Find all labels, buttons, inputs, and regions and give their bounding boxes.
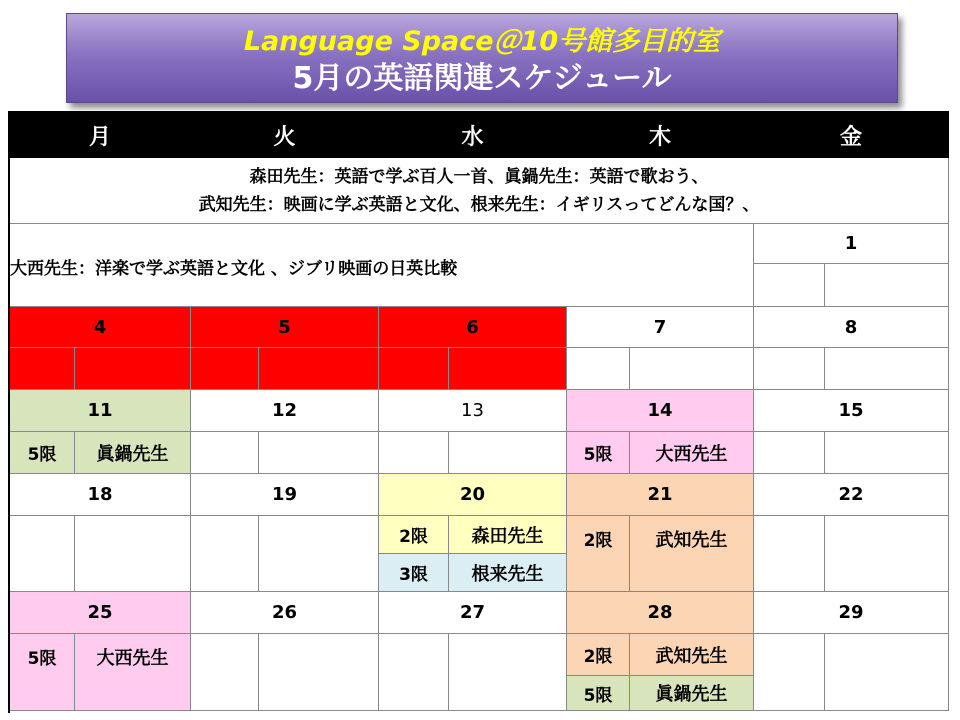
day-6-teacher: [449, 348, 567, 390]
day-4-period: [10, 348, 75, 390]
day-15-teacher: [825, 432, 949, 474]
day-5-teacher: [259, 348, 379, 390]
day-14-teacher: 大西先生: [630, 432, 754, 474]
day-20-teacher-b: 根来先生: [449, 554, 567, 592]
day-5: 5: [191, 307, 379, 348]
weekday-thu: 木: [567, 113, 754, 158]
day-28-teacher-b: 眞鍋先生: [630, 676, 754, 711]
weekday-fri: 金: [754, 113, 949, 158]
day-20: 20: [379, 474, 567, 516]
day-21-period: 2限: [567, 516, 630, 592]
day-8: 8: [754, 307, 949, 348]
title-banner: [66, 13, 898, 103]
day-6-period: [379, 348, 449, 390]
day-25-period: 5限: [10, 634, 75, 711]
day-5-period: [191, 348, 259, 390]
day-1: 1: [754, 224, 949, 264]
day-12-teacher: [259, 432, 379, 474]
day-28-teacher-a: 武知先生: [630, 634, 754, 676]
day-28: 28: [567, 592, 754, 634]
note-line-1: 森田先生：英語で学ぶ百人一首、眞鍋先生：英語で歌おう、: [249, 166, 709, 187]
day-22-period: [754, 516, 825, 592]
day-4: 4: [10, 307, 191, 348]
day-19: 19: [191, 474, 379, 516]
day-18-teacher: [75, 516, 191, 592]
day-11-period: 5限: [10, 432, 75, 474]
day-27-teacher: [449, 634, 567, 711]
note-line-2: 武知先生：映画に学ぶ英語と文化、根来先生：イギリスってどんな国？、: [198, 194, 760, 215]
day-13-period: [379, 432, 449, 474]
day-18: 18: [10, 474, 191, 516]
day-12-period: [191, 432, 259, 474]
day-26: 26: [191, 592, 379, 634]
day-19-teacher: [259, 516, 379, 592]
notes-box: [10, 158, 949, 224]
day-28-period-a: 2限: [567, 634, 630, 676]
day-6: 6: [379, 307, 567, 348]
day-22-teacher: [825, 516, 949, 592]
day-11-teacher: 眞鍋先生: [75, 432, 191, 474]
note-line-3: 大西先生：洋楽で学ぶ英語と文化 、ジブリ映画の日英比較: [10, 224, 754, 307]
weekday-wed: 水: [379, 113, 567, 158]
day-29: 29: [754, 592, 949, 634]
day-4-teacher: [75, 348, 191, 390]
day-15-period: [754, 432, 825, 474]
day-21-teacher: 武知先生: [630, 516, 754, 592]
day-1-period: [754, 264, 825, 307]
day-1-teacher: [825, 264, 949, 307]
calendar-table: [8, 111, 949, 713]
day-26-teacher: [259, 634, 379, 711]
day-27: 27: [379, 592, 567, 634]
day-7: 7: [567, 307, 754, 348]
day-11: 11: [10, 390, 191, 432]
day-13: 13: [379, 390, 567, 432]
banner-venue: Language Space＠10号館多目的室: [243, 26, 721, 57]
day-27-period: [379, 634, 449, 711]
day-19-period: [191, 516, 259, 592]
day-14: 14: [567, 390, 754, 432]
weekday-tue: 火: [191, 113, 379, 158]
day-7-teacher: [630, 348, 754, 390]
day-28-period-b: 5限: [567, 676, 630, 711]
day-12: 12: [191, 390, 379, 432]
day-29-period: [754, 634, 825, 711]
day-21: 21: [567, 474, 754, 516]
day-26-period: [191, 634, 259, 711]
day-7-period: [567, 348, 630, 390]
weekday-mon: 月: [10, 113, 191, 158]
day-29-teacher: [825, 634, 949, 711]
day-8-teacher: [825, 348, 949, 390]
day-25: 25: [10, 592, 191, 634]
day-18-period: [10, 516, 75, 592]
banner-title: 5月の英語関連スケジュール: [292, 61, 672, 96]
day-20-teacher-a: 森田先生: [449, 516, 567, 554]
day-20-period-b: 3限: [379, 554, 449, 592]
day-25-teacher: 大西先生: [75, 634, 191, 711]
day-15: 15: [754, 390, 949, 432]
day-13-teacher: [449, 432, 567, 474]
day-20-period-a: 2限: [379, 516, 449, 554]
day-14-period: 5限: [567, 432, 630, 474]
day-8-period: [754, 348, 825, 390]
day-22: 22: [754, 474, 949, 516]
